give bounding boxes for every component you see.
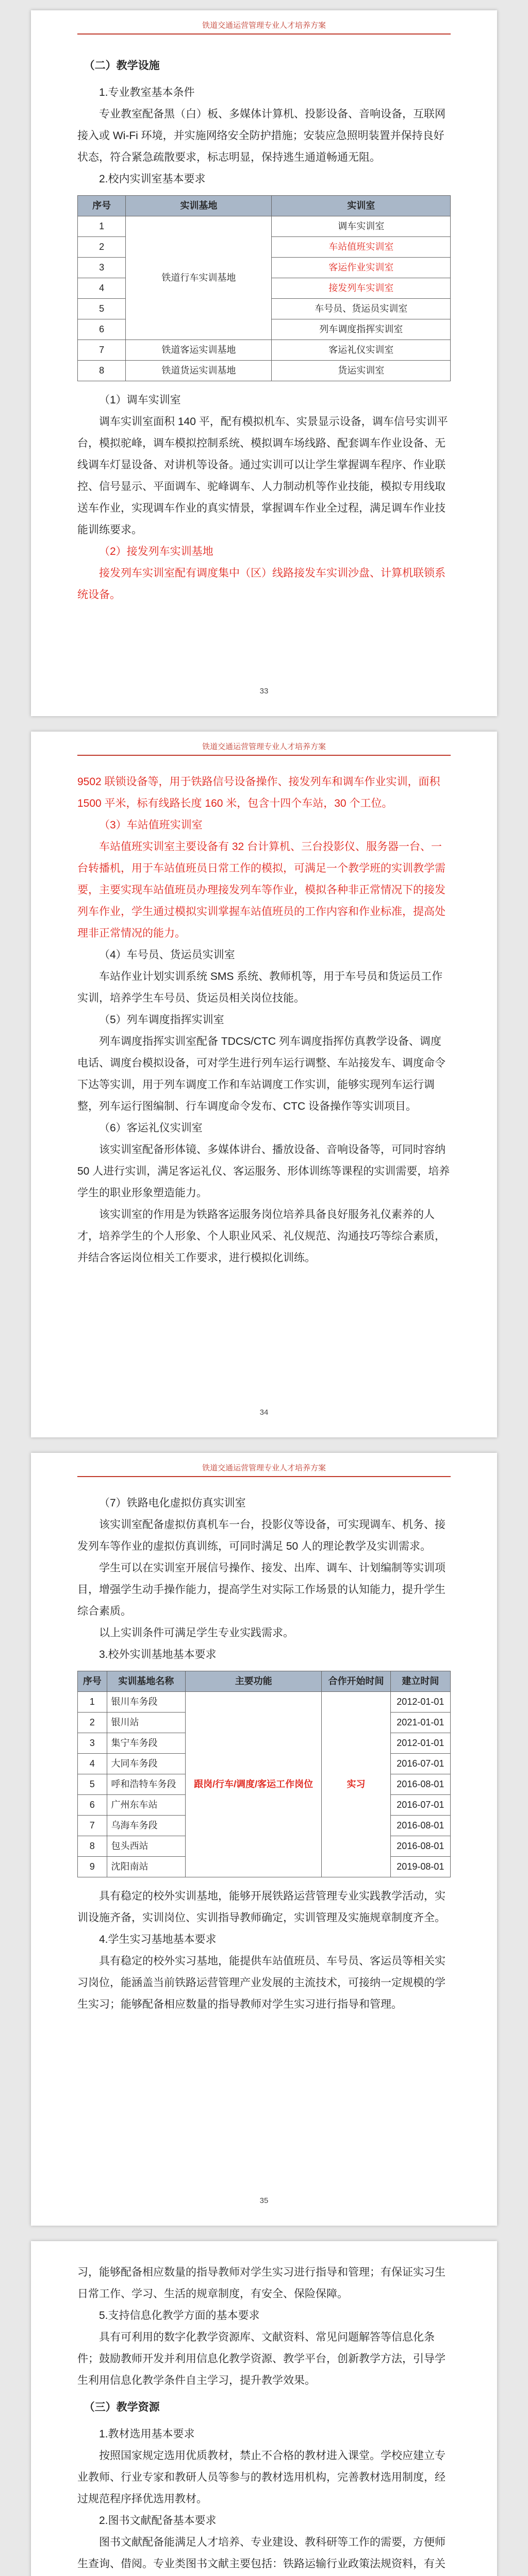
table-header: 实训基地 <box>126 196 272 216</box>
table-header: 序号 <box>78 196 126 216</box>
table-cell: 8 <box>78 361 126 381</box>
paragraph: 9502 联锁设备等，用于铁路信号设备操作、接发列车和调车作业实训，面积 1500 平米，标有线路长度 160 米，包含十四个车站，30 个工位。 <box>77 776 440 809</box>
table-cell: 接发列车实训室 <box>272 278 451 299</box>
table-cell: 跟岗/行车/调度/客运工作岗位 <box>185 1692 321 1877</box>
paragraph: （7）铁路电化虚拟仿真实训室 <box>99 1497 246 1509</box>
paragraph: 1.专业教室基本条件 <box>99 87 195 98</box>
paragraph: 图书文献配备能满足人才培养、专业建设、教科研等工作的需要，方便师生查询、借阅。专业类图书文献主要包括：铁路运输行业政策法规资料，有关 <box>77 2536 446 2570</box>
paragraph: 接发列车实训室配有调度集中（区）线路接发车实训沙盘、计算机联锁系统设备。 <box>77 567 446 601</box>
page-header: 铁道交通运营管理专业人才培养方案 <box>77 1453 451 1477</box>
table-cell: 1 <box>78 1692 107 1713</box>
paragraph: 具有稳定的校外实习基地，能提供车站值班员、车号员、客运员等相关实习岗位，能涵盖当前铁路运营管理产业发展的主流技术，可接纳一定规模的学生实习；能够配备相应数量的指导教师对学生实习进行指导和管理。 <box>77 1955 446 2010</box>
page-header: 铁道交通运营管理专业人才培养方案 <box>77 10 451 35</box>
paragraph: 2.图书文献配备基本要求 <box>99 2515 217 2527</box>
table-cell: 4 <box>78 1754 107 1774</box>
paragraph: 该实训室配备虚拟仿真机车一台，投影仪等设备，可实现调车、机务、接发列车等作业的虚拟仿真训练，可同时满足 50 人的理论教学及实训需求。 <box>77 1519 446 1552</box>
table-header: 序号 <box>78 1671 107 1692</box>
table-cell: 广州东车站 <box>107 1795 185 1816</box>
table-cell: 2016-08-01 <box>390 1816 450 1836</box>
table-cell: 车号员、货运员实训室 <box>272 299 451 319</box>
table-cell: 1 <box>78 216 126 237</box>
table-cell: 铁道货运实训基地 <box>126 361 272 381</box>
page-number: 33 <box>259 687 269 696</box>
table-cell: 3 <box>78 258 126 278</box>
table-cell: 7 <box>78 1816 107 1836</box>
paragraph: 专业教室配备黑（白）板、多媒体计算机、投影设备、音响设备，互联网接入或 Wi-Fi 环境，并实施网络安全防护措施；安装应急照明装置并保持良好状态，符合紧急疏散要求，标志明显，保持逃生通道畅通无阻。 <box>77 108 446 163</box>
table-cell: 4 <box>78 278 126 299</box>
paragraph: 具有可利用的数字化教学资源库、文献资料、常见问题解答等信息化条件；鼓励教师开发并利用信息化教学资源、教学平台，创新教学方法，引导学生利用信息化教学条件自主学习，提升教学效果。 <box>77 2331 446 2386</box>
table-cell: 2012-01-01 <box>390 1733 450 1754</box>
paragraph: 1.教材选用基本要求 <box>99 2428 195 2440</box>
table-cell: 货运实训室 <box>272 361 451 381</box>
table-cell: 8 <box>78 1836 107 1857</box>
table-cell: 银川车务段 <box>107 1692 185 1713</box>
table-cell: 车站值班实训室 <box>272 237 451 258</box>
page-number: 35 <box>259 2196 269 2205</box>
paragraph: 以上实训条件可满足学生专业实践需求。 <box>99 1627 294 1639</box>
table-cell: 实习 <box>322 1692 390 1877</box>
paragraph: （1）调车实训室 <box>99 394 181 406</box>
table-cell: 6 <box>78 319 126 340</box>
table-cell: 调车实训室 <box>272 216 451 237</box>
page-1 <box>31 10 497 716</box>
table-cell: 2016-07-01 <box>390 1795 450 1816</box>
paragraph: 5.支持信息化教学方面的基本要求 <box>99 2310 260 2321</box>
table-cell: 列车调度指挥实训室 <box>272 319 451 340</box>
paragraph: （3）车站值班实训室 <box>99 819 203 831</box>
paragraph: （5）列车调度指挥实训室 <box>99 1014 224 1026</box>
page-4 <box>31 2241 497 2576</box>
paragraph: 具有稳定的校外实训基地，能够开展铁路运营管理专业实践教学活动，实训设施齐备，实训岗位、实训指导教师确定，实训管理及实施规章制度齐全。 <box>77 1890 446 1924</box>
table-cell: 客运礼仪实训室 <box>272 340 451 361</box>
paragraph: 2.校内实训室基本要求 <box>99 173 206 185</box>
table-cell: 集宁车务段 <box>107 1733 185 1754</box>
table-cell: 乌海车务段 <box>107 1816 185 1836</box>
table-cell: 大同车务段 <box>107 1754 185 1774</box>
table-cell: 2016-08-01 <box>390 1836 450 1857</box>
table-cell: 铁道行车实训基地 <box>126 216 272 340</box>
section-heading: （三）教学资源 <box>84 2401 160 2413</box>
paragraph: 3.校外实训基地基本要求 <box>99 1649 217 1660</box>
table-cell: 沈阳南站 <box>107 1857 185 1877</box>
table-row <box>78 340 451 361</box>
paragraph: 学生可以在实训室开展信号操作、接发、出库、调车、计划编制等实训项目，增强学生动手操作能力，提高学生对实际工作场景的认知能力，提升学生综合素质。 <box>77 1562 446 1617</box>
table-row <box>78 361 451 381</box>
table-row <box>78 216 451 237</box>
table-cell: 2 <box>78 237 126 258</box>
table-cell: 5 <box>78 299 126 319</box>
table-row <box>78 1692 451 1713</box>
table-header: 实训基地名称 <box>107 1671 185 1692</box>
section-heading: （二）教学设施 <box>84 60 160 72</box>
paragraph: （6）客运礼仪实训室 <box>99 1122 203 1134</box>
table-cell: 客运作业实训室 <box>272 258 451 278</box>
table-header: 实训室 <box>272 196 451 216</box>
paragraph: （4）车号员、货运员实训室 <box>99 949 235 961</box>
paragraph: 4.学生实习基地基本要求 <box>99 1934 217 1945</box>
table-cell: 2012-01-01 <box>390 1692 450 1713</box>
table-cell: 7 <box>78 340 126 361</box>
table-cell: 2 <box>78 1713 107 1733</box>
page-number: 34 <box>259 1408 269 1417</box>
paragraph: 车站作业计划实训系统 SMS 系统、教师机等，用于车号员和货运员工作实训，培养学生车号员、货运员相关岗位技能。 <box>77 971 443 1004</box>
paragraph: 习，能够配备相应数量的指导教师对学生实习进行指导和管理；有保证实习生日常工作、学习、生活的规章制度，有安全、保险保障。 <box>77 2266 446 2300</box>
paragraph: （2）接发列车实训基地 <box>99 546 213 557</box>
table-cell: 包头西站 <box>107 1836 185 1857</box>
external-base-table <box>77 1671 451 1877</box>
page-3 <box>31 1453 497 2226</box>
table-cell: 2016-08-01 <box>390 1774 450 1795</box>
page-2 <box>31 732 497 1437</box>
training-room-table <box>77 195 451 381</box>
table-cell: 呼和浩特车务段 <box>107 1774 185 1795</box>
paragraph: 该实训室配备形体镜、多媒体讲台、播放设备、音响设备等，可同时容纳 50 人进行实训，满足客运礼仪、客运服务、形体训练等课程的实训需要，培养学生的职业形象塑造能力。 <box>77 1144 450 1199</box>
page-header: 铁道交通运营管理专业人才培养方案 <box>77 732 451 756</box>
paragraph: 该实训室的作用是为铁路客运服务岗位培养具备良好服务礼仪素养的人才，培养学生的个人形象、个人职业风采、礼仪规范、沟通技巧等综合素质，并结合客运岗位相关工作要求，进行模拟化训练。 <box>77 1209 446 1264</box>
paragraph: 车站值班实训室主要设备有 32 台计算机、三台投影仪、服务器一台、一台转播机，用于车站值班员日常工作的模拟，可满足一个教学班的实训教学需要，主要实现车站值班员办理接发列车等作业，模拟各种非正常情况下的接发列车作业，学生通过模拟实训掌握车站值班员的工作内容和作业标准，提高处理非正常情况的能力。 <box>77 841 446 939</box>
table-cell: 2016-07-01 <box>390 1754 450 1774</box>
table-cell: 银川站 <box>107 1713 185 1733</box>
paragraph: 列车调度指挥实训室配备 TDCS/CTC 列车调度指挥仿真教学设备、调度电话、调度台模拟设备，可对学生进行列车运行调整、车站接发车、调度命令下达等实训，用于列车调度工作和车站调度工作实训，能够实现列车运行调整，列车运行图编制、行车调度命令发布、CTC 设备操作等实训项目。 <box>77 1036 446 1112</box>
table-header: 合作开始时间 <box>322 1671 390 1692</box>
table-cell: 6 <box>78 1795 107 1816</box>
table-cell: 9 <box>78 1857 107 1877</box>
paragraph: 按照国家规定选用优质教材，禁止不合格的教材进入课堂。学校应建立专业教师、行业专家和教研人员等参与的教材选用机构，完善教材选用制度，经过规范程序择优选用教材。 <box>77 2450 446 2505</box>
table-cell: 5 <box>78 1774 107 1795</box>
paragraph: 调车实训室面积 140 平，配有模拟机车、实景显示设备，调车信号实训平台，模拟驼峰，调车模拟控制系统、模拟调车场线路、配套调车作业设备、无线调车灯显设备、对讲机等设备。通过实训可以让学生掌握调车程序、作业联控、信号显示、平面调车、驼峰调车、人力制动机等作业技能，模拟专用线取送车作业，实现调车作业的真实情景，掌握调车作业全过程，满足调车作业技能训练要求。 <box>77 416 448 536</box>
table-header: 建立时间 <box>390 1671 450 1692</box>
table-cell: 2021-01-01 <box>390 1713 450 1733</box>
table-cell: 铁道客运实训基地 <box>126 340 272 361</box>
table-cell: 2019-08-01 <box>390 1857 450 1877</box>
table-cell: 3 <box>78 1733 107 1754</box>
table-header: 主要功能 <box>185 1671 321 1692</box>
